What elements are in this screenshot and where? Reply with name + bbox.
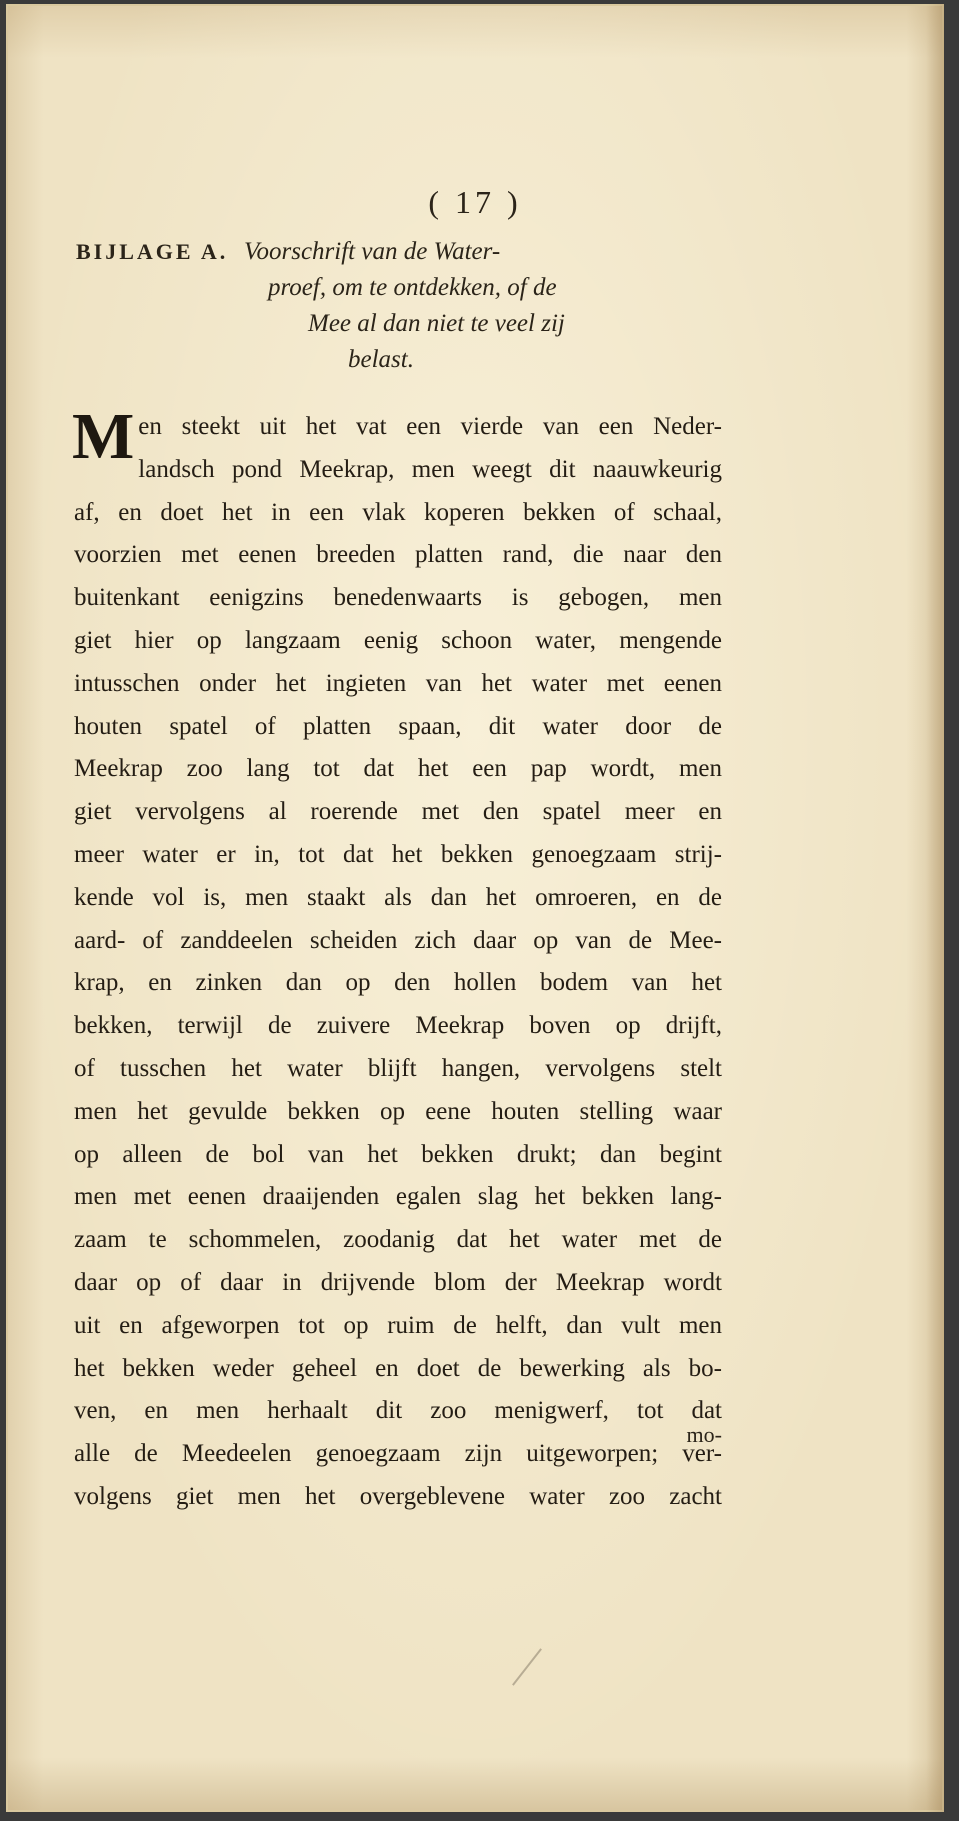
text-line: op alleen de bol van het bekken drukt; dan begint (74, 1140, 722, 1168)
appendix-heading (76, 234, 736, 378)
text-line: of tusschen het water blijft hangen, vervolgens stelt (74, 1054, 722, 1082)
appendix-label: BIJLAGE A. (76, 239, 229, 264)
heading-line-2: proef, om te ontdekken, of de (268, 274, 557, 301)
text-line: zaam te schommelen, zoodanig dat het water met de (74, 1226, 722, 1254)
heading-line-3: Mee al dan niet te veel zij (308, 310, 565, 337)
text-line: landsch pond Meekrap, men weegt dit naauwkeurig (138, 455, 722, 483)
text-line: giet vervolgens al roerende met den spatel meer en (74, 798, 722, 826)
text-line: houten spatel of platten spaan, dit water door de (74, 712, 722, 740)
text-line: en steekt uit het vat een vierde van een Neder- (138, 413, 722, 440)
text-line: volgens giet men het overgeblevene water zoo zacht (74, 1482, 722, 1510)
text-line: kende vol is, men staakt als dan het omroeren, en de (74, 883, 722, 911)
heading-line-4: belast. (348, 346, 414, 373)
page-edge-shading (926, 4, 944, 1812)
text-line: aard- of zanddeelen scheiden zich daar op van de Mee- (74, 926, 722, 954)
text-line: intusschen onder het ingieten van het water met eenen (74, 669, 722, 697)
text-line: giet hier op langzaam eenig schoon water, mengende (74, 626, 722, 654)
text-line: uit en afgeworpen tot op ruim de helft, dan vult men (74, 1311, 722, 1339)
catchword: mo- (686, 1422, 722, 1447)
text-line: bekken, terwijl de zuivere Meekrap boven op drijft, (74, 1012, 722, 1040)
heading-line-1: Voorschrift van de Water- (244, 238, 501, 265)
text-line: alle de Meedeelen genoegzaam zijn uitgeworpen; ver- (74, 1440, 722, 1468)
text-line: ven, en men herhaalt dit zoo menigwerf, tot dat (74, 1397, 722, 1425)
heading-first-row (76, 234, 736, 270)
book-page (6, 4, 944, 1812)
text-line: men met eenen draaijenden egalen slag het bekken lang- (74, 1183, 722, 1211)
text-line: daar op of daar in drijvende blom der Meekrap wordt (74, 1268, 722, 1296)
drop-cap: M (72, 400, 135, 473)
text-line: voorzien met eenen breeden platten rand, die naar den (74, 541, 722, 569)
page-number: ( 17 ) (428, 184, 522, 220)
text-line: meer water er in, tot dat het bekken genoegzaam strij- (74, 840, 722, 868)
text-line: het bekken weder geheel en doet de bewerking als bo- (74, 1354, 722, 1382)
text-line: buitenkant eenigzins benedenwaarts is gebogen, men (74, 584, 722, 612)
text-line: men het gevulde bekken op eene houten stelling waar (74, 1097, 722, 1125)
pencil-mark (512, 1648, 542, 1685)
text-line: af, en doet het in een vlak koperen bekken of schaal, (74, 498, 722, 526)
body-paragraph (72, 400, 722, 1519)
text-line: krap, en zinken dan op den hollen bodem van het (74, 969, 722, 997)
text-line: Meekrap zoo lang tot dat het een pap wordt, men (74, 755, 722, 783)
